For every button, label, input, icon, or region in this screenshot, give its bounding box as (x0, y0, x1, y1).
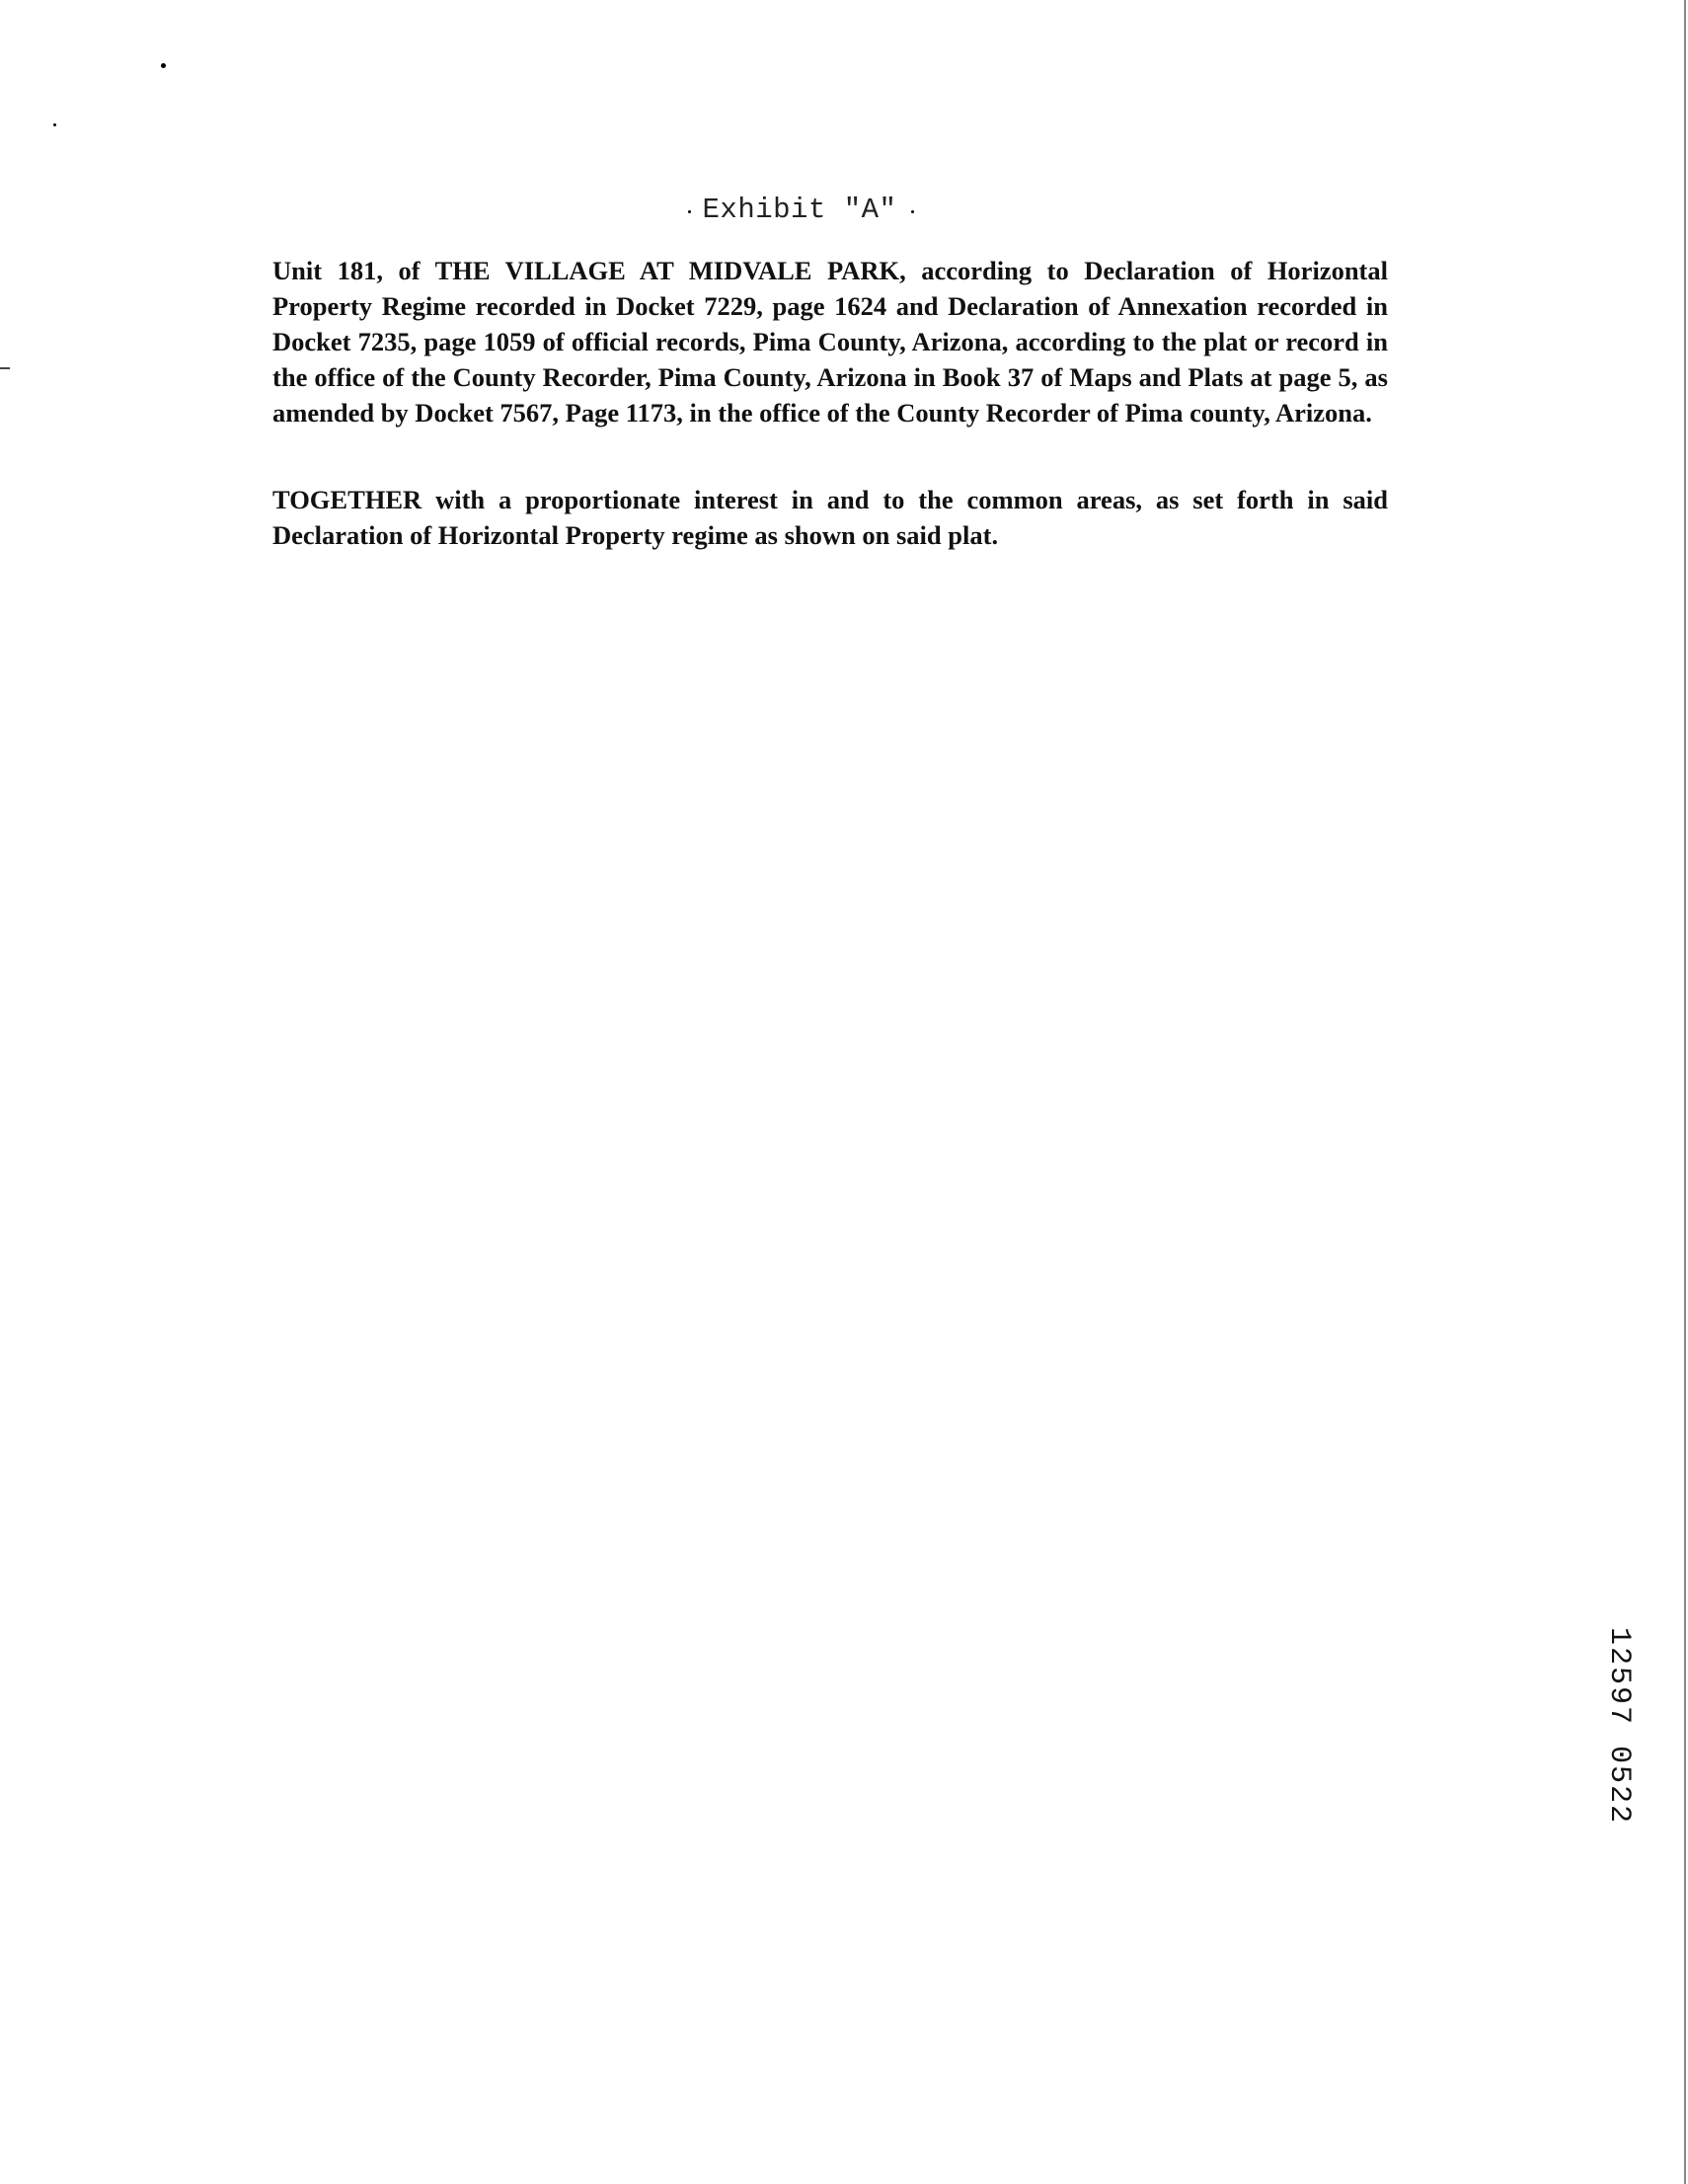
legal-description-paragraph: Unit 181, of THE VILLAGE AT MIDVALE PARK, according to Declaration of Horizontal Property Regime recorded in Docket 7229, page 1624 and Declaration of Annexation recorded in Docket 7235, page 1059 of official records, Pima County, Arizona, according to the plat or record in the office of the County Recorder, Pima County, Arizona in Book 37 of Maps and Plats at page 5, as amended by Docket 7567, Page 1173, in the office of the County Recorder of Pima county, Arizona. (272, 256, 1388, 428)
scan-edge-line (0, 367, 10, 369)
scan-speck (53, 123, 56, 126)
exhibit-heading: Exhibit "A" (702, 194, 897, 226)
scan-edge-line (1684, 0, 1686, 2184)
common-areas-paragraph: TOGETHER with a proportionate interest in and to the common areas, as set forth in said Declaration of Horizontal Property regime as shown on said plat. (272, 485, 1388, 550)
recording-number: 12597 0522 (1602, 1626, 1636, 1826)
margin-recording-stamp (1601, 1588, 1637, 1864)
scan-speck (161, 63, 166, 68)
